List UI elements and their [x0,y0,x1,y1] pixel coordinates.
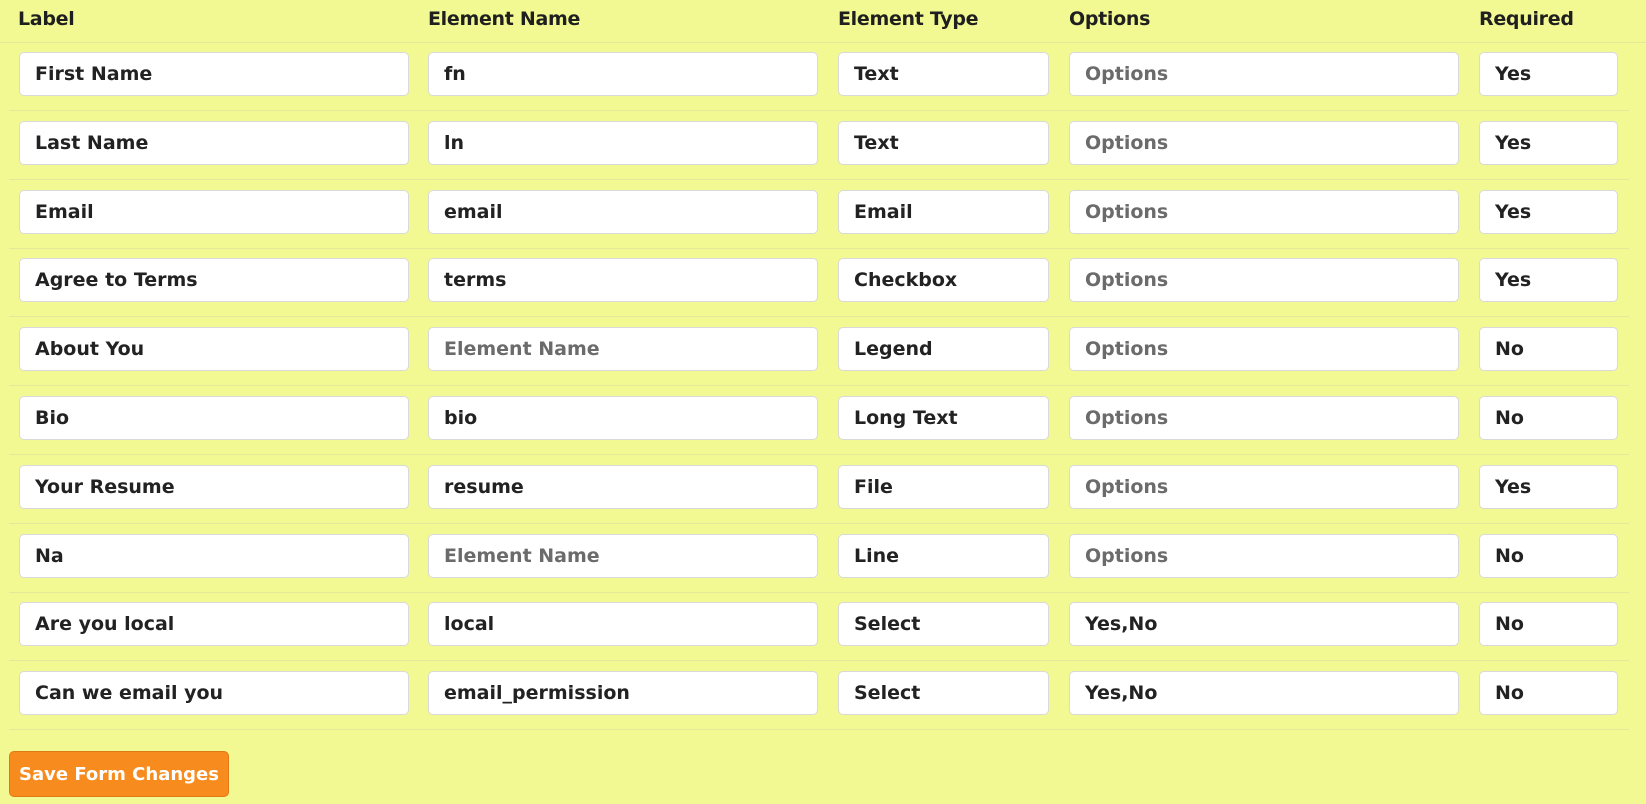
element-name-input[interactable] [428,534,818,578]
required-input[interactable] [1479,327,1618,371]
header-element-type: Element Type [838,8,979,30]
element-type-input[interactable] [838,671,1049,715]
label-input[interactable] [19,534,409,578]
element-name-input[interactable] [428,671,818,715]
required-input[interactable] [1479,671,1618,715]
element-name-input[interactable] [428,190,818,234]
options-input[interactable] [1069,671,1459,715]
element-type-input[interactable] [838,602,1049,646]
element-name-input[interactable] [428,327,818,371]
options-input[interactable] [1069,190,1459,234]
options-input[interactable] [1069,534,1459,578]
table-row [9,248,1629,317]
table-row [9,592,1629,661]
required-input[interactable] [1479,258,1618,302]
element-type-input[interactable] [838,465,1049,509]
label-input[interactable] [19,327,409,371]
options-input[interactable] [1069,121,1459,165]
element-type-input[interactable] [838,327,1049,371]
label-input[interactable] [19,396,409,440]
element-type-input[interactable] [838,121,1049,165]
required-input[interactable] [1479,602,1618,646]
required-input[interactable] [1479,465,1618,509]
table-row [9,180,1629,249]
options-input[interactable] [1069,52,1459,96]
header-element-name: Element Name [428,8,581,30]
table-row [9,524,1629,593]
required-input[interactable] [1479,52,1618,96]
label-input[interactable] [19,602,409,646]
options-input[interactable] [1069,396,1459,440]
label-input[interactable] [19,52,409,96]
required-input[interactable] [1479,121,1618,165]
element-name-input[interactable] [428,121,818,165]
required-input[interactable] [1479,396,1618,440]
element-type-input[interactable] [838,190,1049,234]
required-input[interactable] [1479,190,1618,234]
header-required: Required [1479,8,1574,30]
table-row [9,42,1629,111]
label-input[interactable] [19,121,409,165]
element-name-input[interactable] [428,465,818,509]
table-row [9,386,1629,455]
label-input[interactable] [19,671,409,715]
table-row [9,317,1629,386]
options-input[interactable] [1069,465,1459,509]
required-input[interactable] [1479,534,1618,578]
table-row [9,111,1629,180]
element-type-input[interactable] [838,534,1049,578]
options-input[interactable] [1069,258,1459,302]
element-name-input[interactable] [428,258,818,302]
element-name-input[interactable] [428,602,818,646]
element-name-input[interactable] [428,52,818,96]
options-input[interactable] [1069,602,1459,646]
options-input[interactable] [1069,327,1459,371]
label-input[interactable] [19,190,409,234]
header-options: Options [1069,8,1151,30]
table-header [0,0,1646,43]
table-row [9,455,1629,524]
label-input[interactable] [19,465,409,509]
element-name-input[interactable] [428,396,818,440]
label-input[interactable] [19,258,409,302]
save-form-changes-button[interactable]: Save Form Changes [9,751,229,797]
header-label: Label [18,8,75,30]
element-type-input[interactable] [838,396,1049,440]
table-row [9,661,1629,730]
element-type-input[interactable] [838,258,1049,302]
element-type-input[interactable] [838,52,1049,96]
